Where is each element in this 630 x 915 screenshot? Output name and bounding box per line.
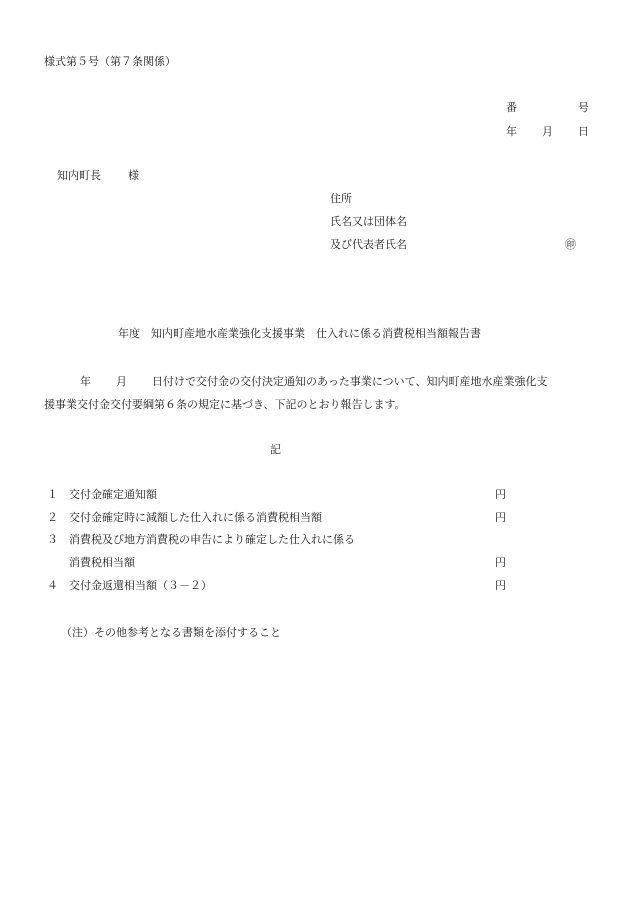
- item-unit: 円: [495, 511, 506, 524]
- ki-heading: 記: [270, 443, 281, 456]
- addressee-name: 知内町長: [57, 169, 101, 182]
- item-label: 交付金確定通知額: [69, 488, 157, 501]
- applicant-address-label: 住所: [330, 192, 352, 205]
- item-unit: 円: [495, 579, 506, 592]
- ref-go: 号: [578, 101, 589, 114]
- item-num: ３: [47, 533, 58, 546]
- seal-mark: ㊞: [565, 238, 576, 251]
- date-year: 年: [506, 125, 517, 138]
- item-label-cont: 消費税相当額: [69, 556, 135, 569]
- date-month: 月: [542, 125, 553, 138]
- applicant-rep-label: 及び代表者氏名: [330, 238, 407, 251]
- title-nendo: 年度: [118, 327, 140, 340]
- item-unit: 円: [495, 556, 506, 569]
- body-line2: 援事業交付金交付要綱第６条の規定に基づき、下記のとおり報告します。: [44, 398, 406, 411]
- note: （注）その他参考となる書類を添付すること: [61, 626, 281, 639]
- item-num: ２: [47, 511, 58, 524]
- ref-ban: 番: [506, 101, 517, 114]
- body-year: 年: [80, 375, 91, 388]
- form-number: 様式第５号（第７条関係）: [44, 55, 176, 68]
- item-label: 消費税及び地方消費税の申告により確定した仕入れに係る: [69, 533, 355, 546]
- item-num: １: [47, 488, 58, 501]
- body-month: 月: [116, 375, 127, 388]
- applicant-name-label: 氏名又は団体名: [330, 215, 407, 228]
- item-label: 交付金確定時に減額した仕入れに係る消費税相当額: [69, 511, 322, 524]
- item-unit: 円: [495, 488, 506, 501]
- addressee-honorific: 様: [128, 169, 139, 182]
- document-title: 知内町産地水産業強化支援事業 仕入れに係る消費税相当額報告書: [151, 327, 481, 340]
- item-label: 交付金返還相当額（３－２）: [69, 579, 212, 592]
- item-num: ４: [47, 579, 58, 592]
- date-day: 日: [578, 125, 589, 138]
- body-line1: 日付けで交付金の交付決定通知のあった事業について、知内町産地水産業強化支: [152, 375, 548, 388]
